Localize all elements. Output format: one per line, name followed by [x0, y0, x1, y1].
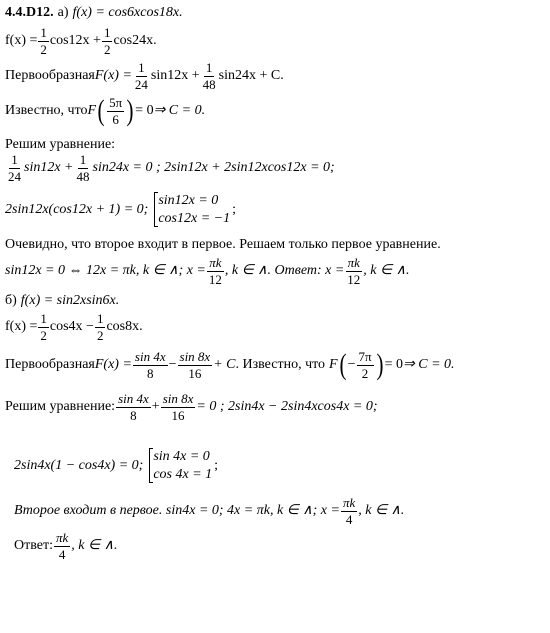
- part-b-statement: f(x) = sin2xsin6x.: [20, 293, 120, 308]
- fraction: $\frac{1}{48}$: [76, 152, 90, 184]
- part-b-identity: f(x) = $\frac{1}{2}$ cos4x − $\frac{1}{2}$ cos8x.: [5, 311, 143, 343]
- fraction: $\frac{\sin 8x}{16}$: [162, 391, 194, 423]
- fraction: $\frac{\pi k}{12}$: [208, 255, 222, 287]
- part-a-solve-heading: Решим уравнение:: [5, 137, 116, 152]
- fraction: $\frac{5\pi}{6}$: [109, 95, 123, 127]
- equation-system: sin 4x = 0 cos 4x = 1: [149, 448, 212, 483]
- fraction: $\frac{1}{2}$: [40, 311, 47, 343]
- part-a-label: а): [57, 5, 69, 20]
- fraction: $\frac{1}{2}$: [96, 311, 104, 343]
- part-b-solve-line: Решим уравнение: $\frac{\sin 4x}{8}$ + $\frac{\sin 8x}{16}$ = 0 ; 2sin4x − 2sin4xcos4x = 0;: [5, 391, 378, 423]
- part-a-condition: Известно, что F ( $\frac{5\pi}{6}$ ) = 0 ⇒ C = 0.: [5, 94, 206, 128]
- part-a-remark: Очевидно, что второе входит в первое. Решаем только первое уравнение.: [5, 237, 441, 252]
- part-a-identity: f(x) = $\frac{1}{2}$ cos12x + $\frac{1}{2}$ cos24x.: [5, 25, 157, 57]
- task-header: [5, 6, 183, 20]
- task-number: 4.4.D12.: [5, 5, 54, 20]
- part-b-header: [5, 294, 119, 308]
- part-b-label: б): [5, 293, 17, 308]
- fraction: $\frac{\sin 4x}{8}$: [134, 349, 166, 381]
- fraction: $\frac{\pi k}{4}$: [55, 530, 69, 562]
- part-b-factored: 2sin4x(1 − cos4x) = 0; sin 4x = 0 cos 4x = 1 ;: [14, 449, 219, 482]
- fraction: $\frac{\pi k}{12}$: [347, 255, 361, 287]
- part-a-equation: $\frac{1}{24}$ sin12x + $\frac{1}{48}$ sin24x = 0 ; 2sin12x + 2sin12xcos12x = 0;: [8, 152, 335, 184]
- fraction: $\frac{\sin 4x}{8}$: [118, 391, 149, 423]
- part-b-answer: Ответ: $\frac{\pi k}{4}$ , k ∈ ∧.: [14, 530, 118, 562]
- part-a-antiderivative: Первообразная F(x) = $\frac{1}{24}$ sin12x + $\frac{1}{48}$ sin24x + C.: [5, 60, 284, 92]
- fraction: $\frac{\pi k}{4}$: [342, 495, 356, 527]
- fraction: $\frac{1}{24}$: [134, 60, 148, 92]
- equation-system: sin12x = 0 cos12x = −1: [154, 192, 230, 227]
- part-a-factored: 2sin12x(cos12x + 1) = 0; sin12x = 0 cos12x = −1 ;: [5, 193, 236, 226]
- fraction: $\frac{1}{48}$: [202, 60, 216, 92]
- fraction: $\frac{\sin 8x}{16}$: [179, 349, 211, 381]
- part-b-remark-solution: Второе входит в первое. sin4x = 0; 4x = πk, k ∈ ∧; x = $\frac{\pi k}{4}$ , k ∈ ∧.: [14, 495, 405, 527]
- part-b-antiderivative: Первообразная F(x) = $\frac{\sin 4x}{8}$ − $\frac{\sin 8x}{16}$ + C . Известно, что F ( − $\frac{7\pi}{2}$ ) = 0 ⇒ C = 0.: [5, 348, 455, 382]
- fraction: $\frac{1}{2}$: [103, 25, 111, 57]
- fraction: $\frac{7\pi}{2}$: [358, 349, 372, 381]
- part-a-statement: f(x) = cos6xcos18x.: [72, 5, 183, 20]
- fraction: $\frac{1}{24}$: [8, 152, 21, 184]
- fraction: $\frac{1}{2}$: [40, 25, 47, 57]
- part-a-solution: sin12x = 0 ⇔ 12x = πk, k ∈ ∧; x = $\frac{\pi k}{12}$ , k ∈ ∧. Ответ: x = $\frac{\pi k}{12}$ , k ∈ ∧.: [5, 255, 410, 287]
